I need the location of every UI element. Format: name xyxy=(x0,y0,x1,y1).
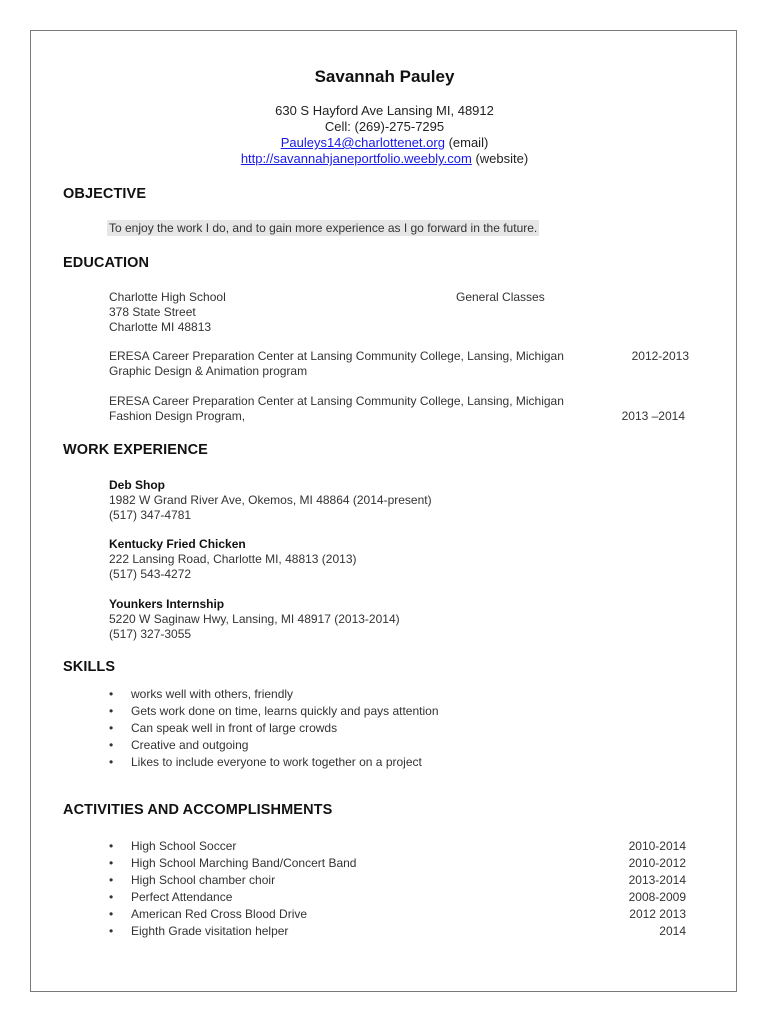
school-street: 378 State Street xyxy=(109,305,196,319)
job-address: 222 Lansing Road, Charlotte MI, 48813 (2013) xyxy=(109,552,357,566)
education-entry-2 xyxy=(109,349,689,379)
education-entry-1 xyxy=(109,290,689,335)
bullet-icon: • xyxy=(109,755,114,769)
education-heading: EDUCATION xyxy=(63,255,150,271)
list-item: • Creative and outgoing xyxy=(109,738,249,752)
education-entry-3 xyxy=(109,394,689,424)
list-item: • American Red Cross Blood Drive 2012 2013 xyxy=(109,907,686,921)
list-item: • Likes to include everyone to work together on a project xyxy=(109,755,422,769)
bullet-icon: • xyxy=(109,738,114,752)
school-city: Charlotte MI 48813 xyxy=(109,320,212,334)
bullet-icon: • xyxy=(109,907,114,921)
list-item: • Perfect Attendance 2008-2009 xyxy=(109,890,686,904)
school-years: 2013 –2014 xyxy=(621,409,685,423)
school-years: 2012-2013 xyxy=(631,349,689,363)
bullet-icon: • xyxy=(109,839,114,853)
bullet-icon: • xyxy=(109,721,114,735)
list-item: • Can speak well in front of large crowds xyxy=(109,721,338,735)
job-entry xyxy=(109,478,432,523)
school-note: General Classes xyxy=(456,290,545,304)
objective-heading: OBJECTIVE xyxy=(63,186,147,202)
address: 630 S Hayford Ave Lansing MI, 48912 xyxy=(275,103,494,118)
job-phone: (517) 347-4781 xyxy=(109,508,192,522)
bullet-icon: • xyxy=(109,704,114,718)
job-phone: (517) 327-3055 xyxy=(109,627,192,641)
job-entry xyxy=(109,597,400,642)
email-line xyxy=(31,135,738,151)
list-item: • High School Soccer 2010-2014 xyxy=(109,839,686,853)
objective-highlight: To enjoy the work I do, and to gain more experience as I go forward in the future. xyxy=(109,221,538,235)
job-employer: Younkers Internship xyxy=(109,597,225,611)
list-item: • Eighth Grade visitation helper 2014 xyxy=(109,924,686,938)
school-name: ERESA Career Preparation Center at Lansing Community College, Lansing, Michigan xyxy=(109,349,564,363)
objective-text xyxy=(107,221,539,236)
job-employer: Deb Shop xyxy=(109,478,165,492)
school-program: Fashion Design Program, xyxy=(109,409,246,423)
bullet-icon: • xyxy=(109,873,114,887)
bullet-icon: • xyxy=(109,924,114,938)
bullet-icon: • xyxy=(109,687,114,701)
list-item: • Gets work done on time, learns quickly and pays attention xyxy=(109,704,439,718)
bullet-icon: • xyxy=(109,856,114,870)
bullet-icon: • xyxy=(109,890,114,904)
job-address: 1982 W Grand River Ave, Okemos, MI 48864 (2014-present) xyxy=(109,493,432,507)
website-suffix: (website) xyxy=(471,151,529,166)
list-item: • High School chamber choir 2013-2014 xyxy=(109,873,686,887)
school-name: Charlotte High School xyxy=(109,290,226,304)
school-name: ERESA Career Preparation Center at Lansing Community College, Lansing, Michigan xyxy=(109,394,564,408)
cell-phone: Cell: (269)-275-7295 xyxy=(324,119,445,134)
skills-heading: SKILLS xyxy=(63,659,116,675)
list-item: • High School Marching Band/Concert Band 2010-2012 xyxy=(109,856,686,870)
resume-page xyxy=(30,30,737,992)
email-suffix: (email) xyxy=(444,135,489,150)
school-program: Graphic Design & Animation program xyxy=(109,364,308,378)
job-employer: Kentucky Fried Chicken xyxy=(109,537,246,551)
job-phone: (517) 543-4272 xyxy=(109,567,192,581)
skills-list xyxy=(109,686,689,771)
website-line xyxy=(31,151,738,167)
job-address: 5220 W Saginaw Hwy, Lansing, MI 48917 (2013-2014) xyxy=(109,612,400,626)
activities-list xyxy=(109,838,686,940)
list-item: • works well with others, friendly xyxy=(109,687,294,701)
resume-name: Savannah Pauley xyxy=(314,67,455,86)
job-entry xyxy=(109,537,357,582)
email-link[interactable]: Pauleys14@charlottenet.org xyxy=(280,135,445,150)
website-link[interactable]: http://savannahjaneportfolio.weebly.com xyxy=(240,151,472,166)
work-heading: WORK EXPERIENCE xyxy=(63,442,208,458)
activities-heading: ACTIVITIES AND ACCOMPLISHMENTS xyxy=(63,802,333,818)
